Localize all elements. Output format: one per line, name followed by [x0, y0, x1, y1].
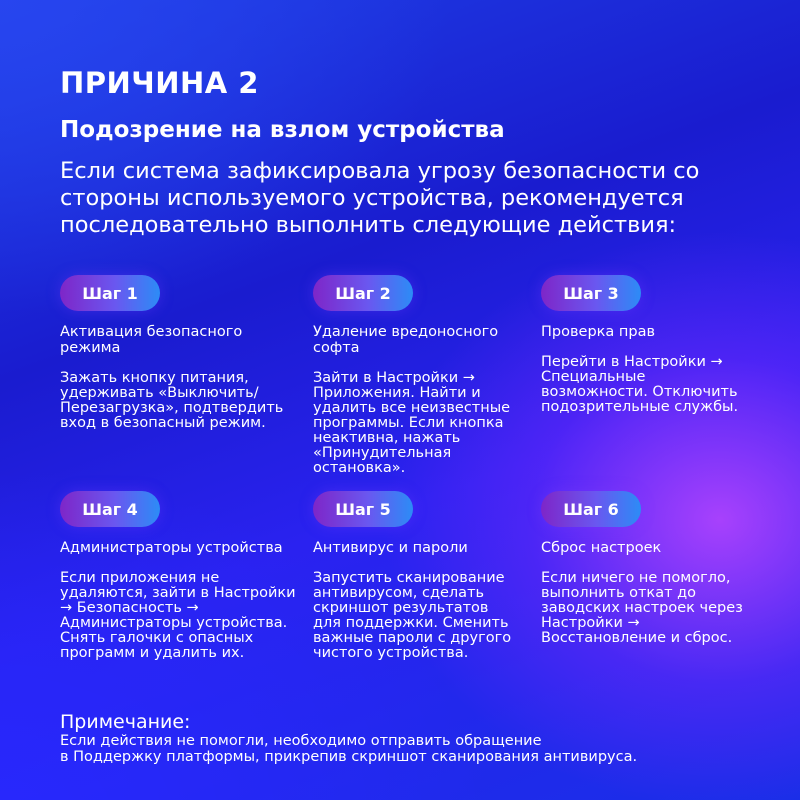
step-heading-1: Активация безопасного режима	[60, 324, 243, 356]
step-description-5: Запустить сканирование антивирусом, сделать скриншот результатов для поддержки. Сменить важные пароли с другого чистого устройства.	[313, 570, 512, 661]
step-badge-2: Шаг 2	[313, 275, 413, 311]
step-badge-6: Шаг 6	[541, 491, 641, 527]
note-title: Примечание:	[60, 711, 191, 733]
step-description-1: Зажать кнопку питания, удерживать «Выключить/ Перезагрузка», подтвердить вход в безопасный режим.	[60, 370, 284, 431]
step-card-1	[60, 275, 305, 431]
step-card-5	[313, 491, 558, 661]
step-badge-1: Шаг 1	[60, 275, 160, 311]
note-text: Если действия не помогли, необходимо отправить обращение в Поддержку платформы, прикрепив скриншот сканирования антивируса.	[60, 733, 638, 765]
step-badge-4: Шаг 4	[60, 491, 160, 527]
step-description-3: Перейти в Настройки → Специальные возможности. Отключить подозрительные службы.	[541, 354, 739, 415]
page-title: ПРИЧИНА 2	[60, 66, 259, 100]
step-badge-3: Шаг 3	[541, 275, 641, 311]
step-card-4	[60, 491, 305, 661]
step-heading-6: Сброс настроек	[541, 540, 662, 556]
step-heading-3: Проверка прав	[541, 324, 656, 340]
step-card-6	[541, 491, 786, 646]
step-description-2: Зайти в Настройки → Приложения. Найти и удалить все неизвестные программы. Если кнопка неактивна, нажать «Принудительная остановка».	[313, 370, 511, 476]
step-description-6: Если ничего не помогло, выполнить откат до заводских настроек через Настройки → Восстановление и сброс.	[541, 570, 743, 646]
step-heading-2: Удаление вредоносного софта	[313, 324, 499, 356]
step-heading-4: Администраторы устройства	[60, 540, 283, 556]
step-heading-5: Антивирус и пароли	[313, 540, 468, 556]
step-description-4: Если приложения не удаляются, зайти в Настройки → Безопасность → Администраторы устройства. Снять галочки с опасных программ и удалить их.	[60, 570, 296, 661]
step-card-2	[313, 275, 558, 476]
step-badge-5: Шаг 5	[313, 491, 413, 527]
page-subtitle: Подозрение на взлом устройства	[60, 117, 505, 143]
step-card-3	[541, 275, 786, 415]
intro-text: Если система зафиксировала угрозу безопасности со стороны используемого устройства, рекомендуется последовательно выполнить следующие действия:	[60, 158, 700, 238]
